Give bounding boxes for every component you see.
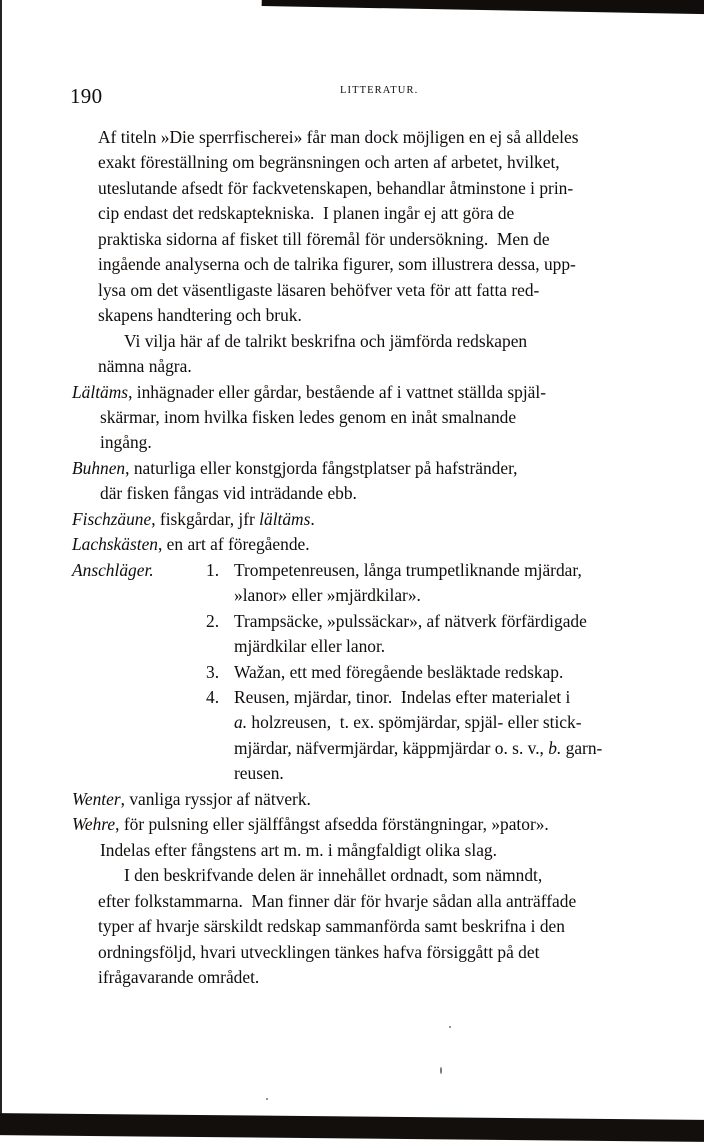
text-line: Lachskästen, en art af föregående. (72, 534, 310, 555)
text-line: ordningsföljd, hvari utvecklingen tänkes hafva försiggått på det (98, 941, 540, 962)
entry-term: Lachskästen (72, 534, 158, 555)
text-line: Vi vilja här af de talrikt beskrifna och jämförda redskapen (124, 330, 528, 351)
list-marker: 2. (206, 610, 220, 631)
text-line: Trompetenreusen, långa trumpetliknande mjärdar, (234, 559, 582, 580)
text-line: ingång. (100, 432, 152, 453)
entry-term: Fischzäune (72, 508, 152, 529)
text-line: Indelas efter fångstens art m. m. i mångfaldigt olika slag. (100, 839, 497, 860)
list-item-body (234, 609, 636, 660)
definition-entry-wehre (72, 812, 636, 863)
numbered-list-item (72, 558, 636, 609)
sublist-marker-a: a. (234, 712, 248, 733)
text-line: lysa om det väsentligaste läsaren behöfver veta för att fatta red- (98, 279, 540, 300)
text-line: där fisken fångas vid inträdande ebb. (100, 483, 357, 504)
entry-term: Wenter (72, 788, 121, 809)
text-line: skärmar, inom hvilka fisken ledes genom en inåt smalnande (100, 406, 517, 427)
paragraph-3 (72, 863, 636, 990)
definition-entry-laltams (72, 380, 636, 456)
list-marker: 3. (206, 661, 220, 682)
numbered-list-item (72, 609, 636, 660)
text-line: Lältäms, inhägnader eller gårdar, bestående af i vattnet ställda spjäl- (72, 381, 547, 402)
text-line: mjärdkilar eller lanor. (234, 636, 386, 657)
entry-term: Anschläger. (72, 559, 154, 580)
text-line: cip endast det redskaptekniska. I planen ingår ej att göra de (98, 203, 515, 224)
page-text-block (72, 125, 636, 990)
list-item-body (234, 660, 636, 685)
list-marker: 4. (206, 686, 220, 707)
running-head-title: LITTERATUR. (340, 85, 419, 96)
text-line: Buhnen, naturliga eller konstgjorda fångstplatser på hafstränder, (72, 457, 518, 478)
spacer-cell (72, 660, 206, 685)
text-line: reusen. (234, 763, 284, 784)
spacer-cell (72, 685, 206, 787)
text-line: a. holzreusen, t. ex. spömjärdar, spjäl- eller stick- (234, 712, 582, 733)
list-item-body (234, 558, 636, 609)
entry-cross-reference: lältäms (259, 508, 311, 529)
text-line: efter folkstammarna. Man finner där för hvarje sådan alla anträffade (98, 890, 577, 911)
entry-term: Wehre (72, 814, 116, 835)
text-line: Reusen, mjärdar, tinor. Indelas efter materialet i (234, 686, 571, 707)
definition-entry-lachskasten (72, 532, 636, 557)
text-line: Af titeln »Die sperrfischerei» får man dock möjligen en ej så alldeles (98, 127, 579, 147)
definition-entry-wenter (72, 787, 636, 812)
text-line: mjärdar, näfvermjärdar, käppmjärdar o. s. v., b. garn- (234, 737, 603, 758)
text-line: Trampsäcke, »pulssäckar», af nätverk förfärdigade (234, 610, 587, 631)
spacer-cell (72, 609, 206, 660)
numbered-list-item (72, 660, 636, 685)
text-line: Wažan, ett med föregående besläktade redskap. (234, 661, 564, 682)
text-line: uteslutande afsedt för fackvetenskapen, behandlar åtminstone i prin- (98, 177, 574, 198)
entry-term: Lältäms (72, 381, 129, 402)
paragraph-1 (72, 125, 636, 329)
text-line: typer af hvarje särskildt redskap sammanförda samt beskrifna i den (98, 916, 565, 937)
definition-entry-fischzaune (72, 507, 636, 532)
text-line: Fischzäune, fiskgårdar, jfr lältäms. (72, 508, 315, 529)
text-line: Wehre, för pulsning eller själffångst afsedda förstängningar, »pator». (72, 814, 549, 835)
page-number: 190 (70, 84, 103, 108)
text-line: »lanor» eller »mjärdkilar». (234, 585, 421, 606)
list-item-body (234, 685, 636, 787)
text-line: ifrågavarande området. (98, 966, 260, 987)
text-line: Wenter, vanliga ryssjor af nätverk. (72, 788, 311, 809)
text-line: exakt föreställning om begränsningen och arten af arbetet, hvilket, (98, 152, 560, 173)
anschlager-term-cell (72, 558, 206, 609)
text-line: ingående analyserna och de talrika figurer, som illustrera dessa, upp- (98, 254, 576, 275)
numbered-list-item (72, 685, 636, 787)
text-line: I den beskrifvande delen är innehållet ordnadt, som nämndt, (124, 865, 543, 886)
text-line: nämna några. (98, 356, 192, 377)
definition-entry-anschlager (72, 558, 636, 787)
entry-term: Buhnen (72, 457, 126, 478)
paragraph-2 (72, 329, 636, 380)
list-marker: 1. (206, 559, 220, 580)
sublist-marker-b: b. (548, 737, 562, 758)
definition-entry-buhnen (72, 456, 636, 507)
text-line: praktiska sidorna af fisket till föremål för undersökning. Men de (98, 228, 550, 249)
text-line: skapens handtering och bruk. (98, 305, 302, 326)
